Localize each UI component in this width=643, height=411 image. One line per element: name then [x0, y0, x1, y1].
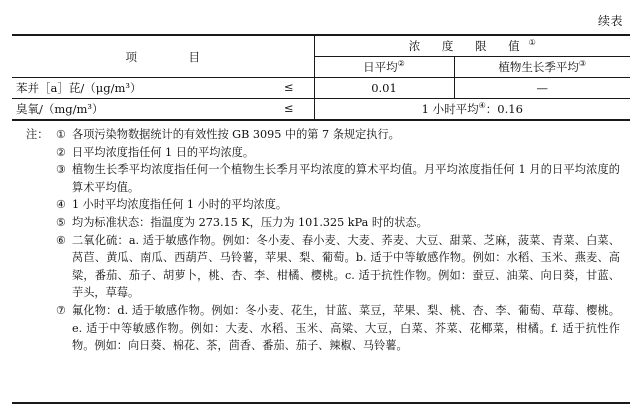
standards-table-frame	[12, 34, 630, 404]
pollutant-cell	[12, 99, 314, 120]
item-column-header: 项 目	[12, 36, 314, 78]
table-row	[12, 99, 630, 120]
table-notes	[12, 120, 630, 355]
note-number: ⑥	[56, 233, 67, 247]
note-number: ③	[56, 163, 67, 177]
hourly-average-label: 1 小时平均	[421, 102, 479, 116]
note-text: 氟化物：d. 适于敏感作物。例如：冬小麦、花生，甘蓝、菜豆，苹果、梨、桃、杏、李、葡萄、草莓、樱桃。e. 适于中等敏感作物。例如：大麦、水稻、玉米、高粱、大豆，白菜、芥菜、花椰菜，柑橘。f. 适于抗性作物。例如：向日葵、棉花、茶，茴香、番茄、茄子、辣椒、马铃薯。	[72, 303, 620, 353]
daily-average-header-note: ②	[397, 59, 405, 69]
note-text: 1 小时平均浓度指任何 1 小时的平均浓度。	[72, 198, 288, 212]
season-average-header	[454, 57, 630, 78]
hourly-average-note: ④	[478, 101, 486, 111]
less-equal-symbol: ≤	[283, 80, 294, 94]
note-number: ⑤	[56, 215, 67, 229]
pollutant-name: 臭氧/（mg/m³）	[16, 102, 104, 116]
limit-value-header-note: ①	[528, 38, 536, 48]
pollutant-name: 苯并［a］芘/（μg/m³）	[16, 81, 142, 95]
season-average-value: —	[454, 78, 630, 99]
note-text: 植物生长季平均浓度指任何一个植物生长季月平均浓度的算术平均值。月平均浓度指任何 1 月的日平均浓度的算术平均值。	[72, 163, 620, 194]
list-item	[26, 196, 620, 214]
note-number: ②	[56, 145, 67, 159]
note-text: 日平均浓度指任何 1 日的平均浓度。	[72, 145, 255, 159]
hourly-average-value: ：0.16	[485, 102, 523, 116]
season-average-header-text: 植物生长季平均	[498, 60, 579, 74]
table-row	[12, 78, 630, 99]
continued-label: 续表	[597, 14, 623, 28]
notes-lead-label: 注：	[26, 128, 49, 141]
list-item	[26, 232, 620, 302]
daily-average-header	[314, 57, 454, 78]
limit-value-header-text: 浓 度 限 值	[408, 39, 529, 53]
less-equal-symbol: ≤	[283, 101, 294, 115]
table-header-row	[12, 36, 630, 57]
list-item	[26, 302, 620, 355]
hourly-average-merged-value	[314, 99, 630, 120]
note-text: 二氧化硫：a. 适于敏感作物。例如：冬小麦、春小麦、大麦、荞麦、大豆、甜菜、芝麻，菠菜、青菜、白菜、莴苣、黄瓜、南瓜、西葫芦、马铃薯，苹果、梨、葡萄。b. 适于中等敏感作物。例如：水稻、玉米、燕麦、高粱，番茄、茄子、胡萝卜，桃、杏、李、柑橘、樱桃。c. 适于抗性作物。例如：蚕豆、油菜、向日葵，甘蓝、芋头，草莓。	[72, 233, 620, 300]
note-text: 各项污染物数据统计的有效性按 GB 3095 中的第 7 条规定执行。	[72, 128, 400, 141]
daily-average-header-text: 日平均	[363, 60, 398, 74]
list-item	[26, 161, 620, 196]
list-item	[26, 214, 620, 232]
note-text: 均为标准状态：指温度为 273.15 K，压力为 101.325 kPa 时的状态。	[72, 215, 428, 229]
pollutant-cell	[12, 78, 314, 99]
note-number: ⑦	[56, 303, 67, 317]
concentration-limits-table	[12, 36, 630, 120]
season-average-header-note: ③	[578, 59, 587, 69]
note-number: ④	[56, 198, 67, 212]
limit-value-header	[314, 36, 630, 57]
note-number: ①	[56, 128, 67, 141]
list-item	[26, 126, 620, 144]
list-item	[26, 144, 620, 162]
daily-average-value: 0.01	[314, 78, 454, 99]
